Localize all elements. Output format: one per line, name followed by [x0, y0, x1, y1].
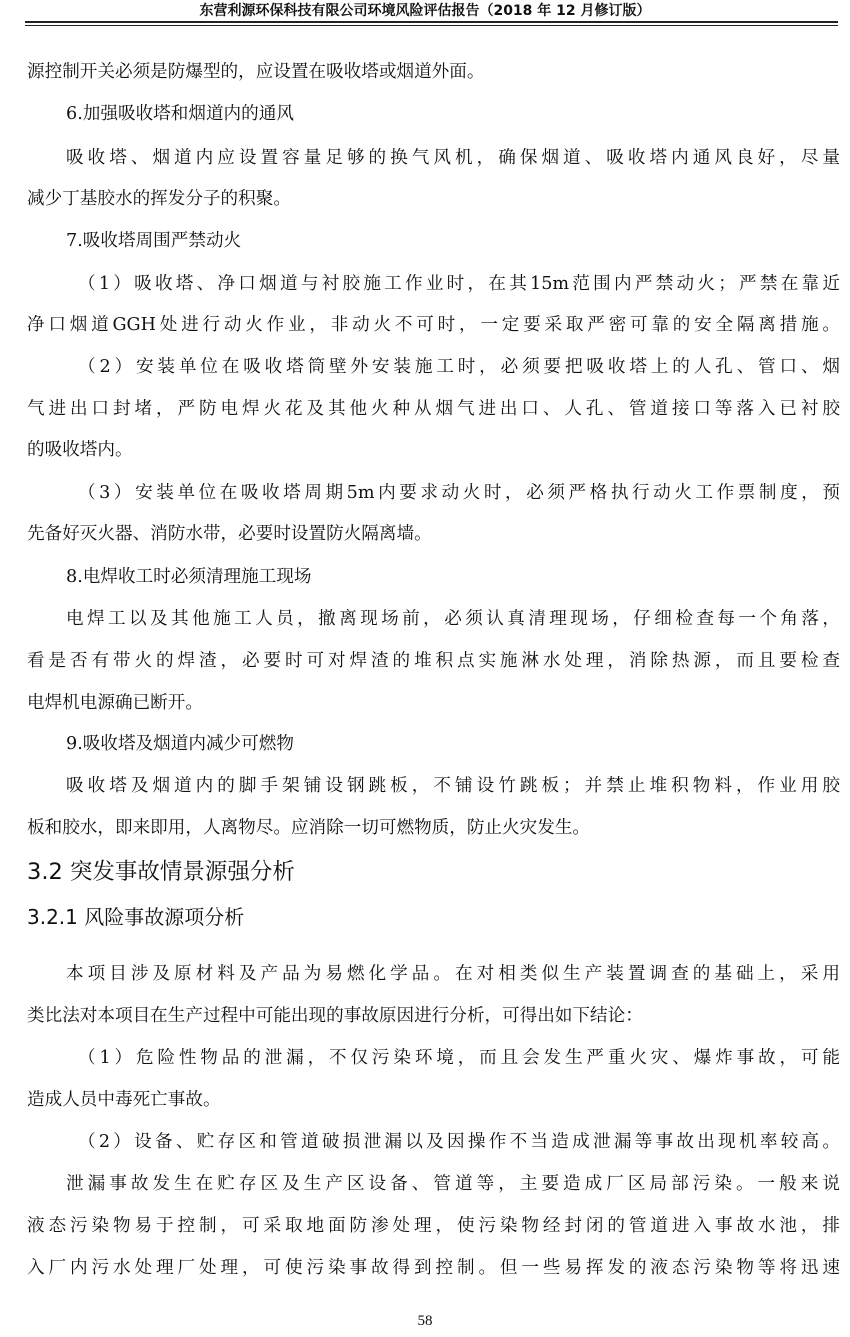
item-heading: 9.吸收塔及烟道内减少可燃物 [66, 734, 294, 754]
paragraph-line: 气进出口封堵，严防电焊火花及其他火种从烟气进出口、人孔、管道接口等落入已衬胶 [27, 399, 840, 419]
paragraph-line: 看是否有带火的焊渣，必要时可对焊渣的堆积点实施淋水处理，消除热源，而且要检查 [27, 651, 840, 671]
item-heading: 8.电焊收工时必须清理施工现场 [66, 567, 312, 587]
paragraph-line: 本项目涉及原材料及产品为易燃化学品。在对相类似生产装置调查的基础上，采用 [66, 964, 840, 984]
paragraph-line: （1）吸收塔、净口烟道与衬胶施工作业时，在其15m范围内严禁动火；严禁在靠近 [78, 274, 840, 294]
paragraph-line: 吸收塔、烟道内应设置容量足够的换气风机，确保烟道、吸收塔内通风良好，尽量 [66, 148, 840, 168]
subsection-heading: 3.2.1 风险事故源项分析 [27, 905, 245, 929]
paragraph-line: 减少丁基胶水的挥发分子的积聚。 [27, 189, 291, 209]
paragraph-line: 源控制开关必须是防爆型的，应设置在吸收塔或烟道外面。 [27, 62, 485, 82]
paragraph-line: 电焊工以及其他施工人员，撤离现场前，必须认真清理现场，仔细检查每一个角落， [66, 609, 840, 629]
item-heading: 7.吸收塔周围严禁动火 [66, 231, 242, 251]
paragraph-line: （3）安装单位在吸收塔周期5m内要求动火时，必须严格执行动火工作票制度，预 [78, 483, 840, 503]
item-heading: 6.加强吸收塔和烟道内的通风 [66, 104, 294, 124]
paragraph-line: 净口烟道GGH处进行动火作业，非动火不可时，一定要采取严密可靠的安全隔离措施。 [27, 315, 840, 335]
paragraph-line: （2）设备、贮存区和管道破损泄漏以及因操作不当造成泄漏等事故出现机率较高。 [78, 1132, 840, 1152]
page-number: 58 [417, 1313, 433, 1329]
paragraph-line: 入厂内污水处理厂处理，可使污染事故得到控制。但一些易挥发的液态污染物等将迅速 [27, 1258, 840, 1278]
header-rule [25, 21, 838, 23]
paragraph-line: 造成人员中毒死亡事故。 [27, 1090, 221, 1110]
paragraph-line: （2）安装单位在吸收塔筒壁外安装施工时，必须要把吸收塔上的人孔、管口、烟 [78, 357, 840, 377]
paragraph-line: 类比法对本项目在生产过程中可能出现的事故原因进行分析，可得出如下结论： [27, 1006, 643, 1026]
page-header-title: 东营利源环保科技有限公司环境风险评估报告（2018 年 12 月修订版） [199, 3, 651, 19]
paragraph-line: 的吸收塔内。 [27, 440, 133, 460]
paragraph-line: 液态污染物易于控制，可采取地面防渗处理，使污染物经封闭的管道进入事故水池，排 [27, 1216, 840, 1236]
paragraph-line: 板和胶水，即来即用，人离物尽。应消除一切可燃物质，防止火灾发生。 [27, 818, 591, 838]
paragraph-line: 吸收塔及烟道内的脚手架铺设钢跳板，不铺设竹跳板；并禁止堆积物料，作业用胶 [66, 776, 840, 796]
paragraph-line: （1）危险性物品的泄漏，不仅污染环境，而且会发生严重火灾、爆炸事故，可能 [78, 1048, 840, 1068]
header-rule-thin [25, 25, 838, 26]
paragraph-line: 泄漏事故发生在贮存区及生产区设备、管道等，主要造成厂区局部污染。一般来说 [66, 1174, 840, 1194]
paragraph-line: 先备好灭火器、消防水带，必要时设置防火隔离墙。 [27, 524, 432, 544]
paragraph-line: 电焊机电源确已断开。 [27, 693, 203, 713]
section-heading: 3.2 突发事故情景源强分析 [27, 859, 295, 885]
